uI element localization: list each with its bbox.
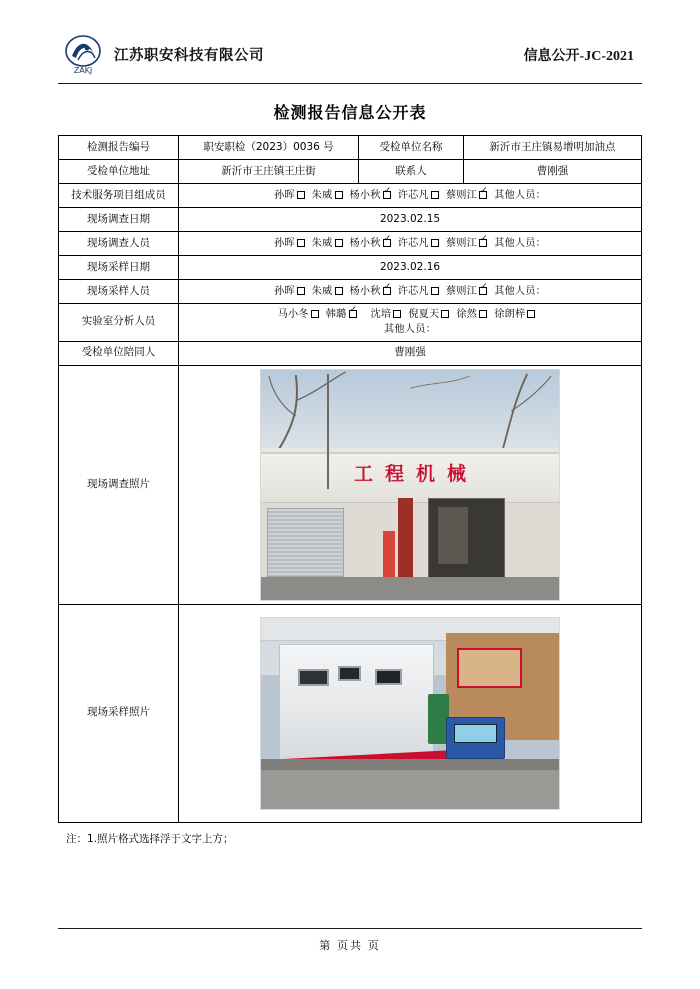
sampling-photo-label: 现场采样照片 [59,604,179,822]
photo-doorway [428,498,505,581]
team-other-label: 其他人员： [494,285,546,297]
photo-pole [327,374,329,489]
client-name-label: 受检单位名称 [359,136,464,160]
table-row [59,136,642,160]
photo2-sampling-instrument [446,717,506,759]
survey-staff-members [179,232,642,256]
photo-wrapper [183,369,637,601]
photo-red-column [398,498,413,581]
member-checkbox[interactable] [311,310,319,318]
member-checkbox[interactable] [527,310,535,318]
member-name: 孙晖 [273,189,295,201]
member-name: 许芯凡 [397,285,429,297]
report-no-value: 职安职检（2023）0036 号 [179,136,359,160]
team-other-label: 其他人员： [494,237,546,249]
member-name: 沈培 [370,309,392,320]
photo-sign-text: 工程机械 [353,463,478,486]
survey-staff-label: 现场调查人员 [59,232,179,256]
member-checkbox[interactable] [383,191,391,199]
lab-other-label: 其他人员： [384,324,436,336]
survey-photo-label: 现场调查照片 [59,365,179,604]
lab-staff-label: 实验室分析人员 [59,304,179,342]
member-checkbox[interactable] [297,287,305,295]
photo2-fuel-dispenser [279,644,434,762]
svg-text:ZAKJ: ZAKJ [73,65,93,75]
member-name: 蔡则江 [445,285,478,297]
member-checkbox[interactable] [383,239,391,247]
photo2-dispenser-screen [375,669,403,685]
survey-photo-image [260,369,560,601]
client-addr-value: 新沂市王庄镇王庄街 [179,160,359,184]
survey-photo-cell [179,365,642,604]
member-checkbox[interactable] [335,239,343,247]
survey-date-label: 现场调查日期 [59,208,179,232]
member-name: 朱威 [311,189,333,201]
photo2-dispenser-screen [298,669,329,686]
member-name: 朱威 [311,237,333,249]
member-checkbox[interactable] [335,191,343,199]
member-checkbox[interactable] [335,287,343,295]
page-footer: 第 页共 页 [58,928,642,953]
table-row [59,341,642,365]
tech-team-members [179,184,642,208]
survey-date-value: 2023.02.15 [179,208,642,232]
header-left-group [60,34,264,76]
tech-team-label: 技术服务项目组成员 [59,184,179,208]
photo-wrapper [183,608,637,819]
company-name: 江苏职安科技有限公司 [114,48,264,64]
member-name: 杨小秋 [349,285,381,297]
table-row [59,256,642,280]
member-name: 蔡则江 [445,237,478,249]
photo-fuel-pump [383,531,395,582]
member-name: 许芯凡 [397,237,429,249]
client-addr-label: 受检单位地址 [59,160,179,184]
company-logo-icon [60,34,106,76]
lab-staff-members [179,304,642,342]
sampling-staff-label: 现场采样人员 [59,280,179,304]
sampling-date-value: 2023.02.16 [179,256,642,280]
page-header [58,28,642,84]
report-info-table [58,135,642,823]
member-name: 孙晖 [273,237,295,249]
member-checkbox[interactable] [349,310,357,318]
report-no-label: 检测报告编号 [59,136,179,160]
member-checkbox[interactable] [297,191,305,199]
member-checkbox[interactable] [431,287,439,295]
photo2-dispenser-screen [338,666,361,681]
sampling-staff-members [179,280,642,304]
table-row [59,280,642,304]
table-row [59,160,642,184]
member-name: 徐然 [456,309,478,320]
page-title: 检测报告信息公开表 [273,103,427,122]
member-checkbox[interactable] [393,310,401,318]
table-note: 注：1.照片格式选择浮于文字上方； [66,832,234,845]
member-name: 朱威 [311,285,333,297]
member-name: 徐朗梓 [494,309,526,320]
sampling-photo-image [260,617,560,810]
table-row-sampling-photo [59,604,642,822]
sampling-photo-cell [179,604,642,822]
table-row-survey-photo [59,365,642,604]
member-checkbox[interactable] [441,310,449,318]
photo-shutter [267,508,344,577]
sampling-date-label: 现场采样日期 [59,256,179,280]
table-row [59,232,642,256]
member-name: 倪夏天 [408,309,440,320]
member-name: 马小冬 [277,309,309,320]
member-name: 杨小秋 [349,189,381,201]
member-name: 蔡则江 [445,189,478,201]
member-name: 孙晖 [273,285,295,297]
photo2-ground [261,759,559,809]
team-other-label: 其他人员： [494,189,546,201]
member-checkbox[interactable] [479,287,487,295]
member-name: 杨小秋 [349,237,381,249]
escort-value: 曹刚强 [179,341,642,365]
table-row [59,208,642,232]
contact-value: 曹刚强 [464,160,642,184]
photo-ground [261,577,559,600]
member-checkbox[interactable] [479,310,487,318]
member-name: 许芯凡 [397,189,429,201]
member-checkbox[interactable] [431,239,439,247]
member-checkbox[interactable] [479,239,487,247]
table-row [59,184,642,208]
member-checkbox[interactable] [431,191,439,199]
escort-label: 受检单位陪同人 [59,341,179,365]
document-code: 信息公开-JC-2021 [523,48,634,64]
table-row [59,304,642,342]
member-checkbox[interactable] [479,191,487,199]
member-checkbox[interactable] [383,287,391,295]
client-name-value: 新沂市王庄镇易增明加油点 [464,136,642,160]
contact-label: 联系人 [359,160,464,184]
member-checkbox[interactable] [297,239,305,247]
member-name: 韩璐 [325,309,347,320]
